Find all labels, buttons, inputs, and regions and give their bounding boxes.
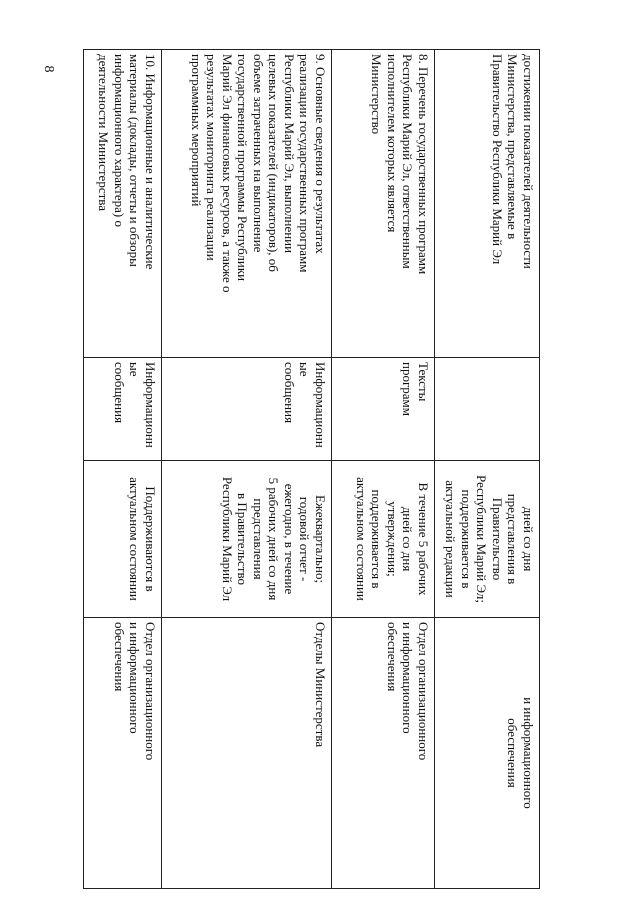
info-name-cell: достижении показателей деятельности Министерства, представляемые в Правительство Республики Марий Эл [435, 50, 540, 358]
info-responsible-cell: Отдел организационного и информационного обеспечения [332, 618, 435, 889]
info-form-cell: Информационные сообщения [162, 358, 332, 461]
table-row [162, 50, 332, 889]
table-row [435, 50, 540, 889]
disclosure-table [83, 49, 540, 889]
info-schedule-cell: В течение 5 рабочих дней со дня утверждения; поддерживается в актуальном состоянии [332, 461, 435, 618]
info-responsible-cell: Отделы Министерства [162, 618, 332, 889]
info-name-cell: 10. Информационные и аналитические материалы (доклады, отчеты и обзоры информационного характера) о деятельности Министерства [84, 50, 162, 358]
info-form-cell: Тексты программ [332, 358, 435, 461]
info-schedule-cell: Ежеквартально; годовой отчет - ежегодно, в течение 5 рабочих дней со дня представления в Правительство Республики Марий Эл [162, 461, 332, 618]
table-row [332, 50, 435, 889]
info-responsible-cell: и информационного обеспечения [435, 618, 540, 889]
info-name-cell: 8. Перечень государственных программ Республики Марий Эл, ответственным исполнителем которых является Министерство [332, 50, 435, 358]
disclosure-table-frame [84, 49, 540, 888]
info-schedule-cell: дней со дня представления в Правительство Республики Марий Эл; поддерживается в актуальной редакции [435, 461, 540, 618]
table-row [84, 50, 162, 889]
page-number: 8 [41, 65, 56, 73]
info-schedule-cell: Поддерживаются в актуальном состоянии [84, 461, 162, 618]
info-form-cell [435, 358, 540, 461]
info-form-cell: Информационные сообщения [84, 358, 162, 461]
info-responsible-cell: Отдел организационного и информационного обеспечения [84, 618, 162, 889]
info-name-cell: 9. Основные сведения о результатах реализации государственных программ Республики Марий Эл, выполнении целевых показателей (индикаторов), об объеме затраченных на выполнение государственной программы Республики Марий Эл финансовых ресурсов, а также о результатах мониторинга реализации программных мероприятий [162, 50, 332, 358]
